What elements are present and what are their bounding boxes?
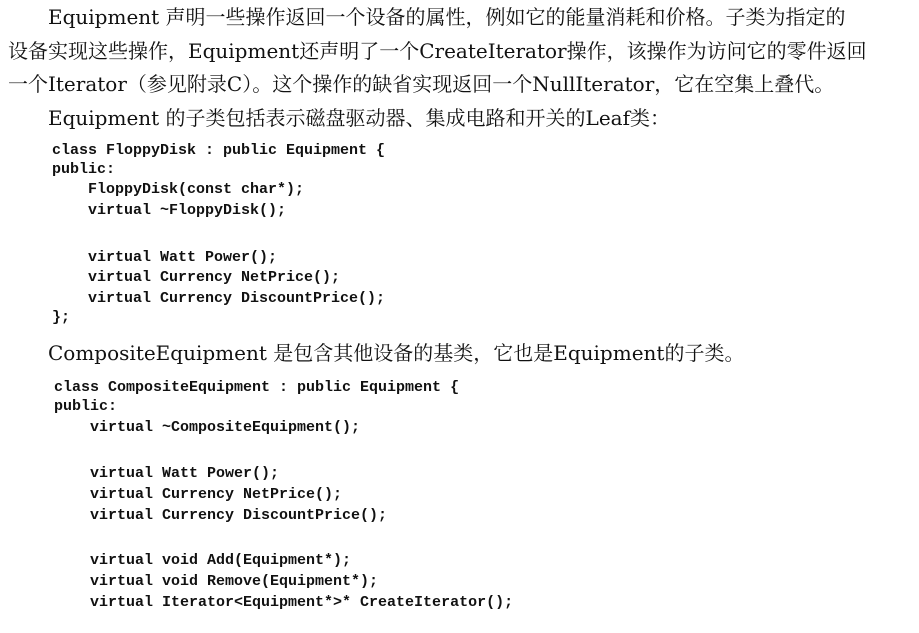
paragraph-line: Equipment 的子类包括表示磁盘驱动器、集成电路和开关的Leaf类： bbox=[48, 106, 671, 130]
code-line: virtual Currency DiscountPrice(); bbox=[54, 507, 388, 524]
paragraph-line: 设备实现这些操作，Equipment还声明了一个CreateIterator操作，该操作为访问它的零件返回 bbox=[8, 39, 867, 63]
code-line: virtual Currency NetPrice(); bbox=[54, 486, 343, 503]
code-block-compositeequipment bbox=[54, 378, 914, 618]
code-line: virtual Currency DiscountPrice(); bbox=[52, 290, 386, 307]
code-line: virtual void Remove(Equipment*); bbox=[54, 573, 379, 590]
code-line: virtual void Add(Equipment*); bbox=[54, 552, 352, 569]
code-line: virtual ~FloppyDisk(); bbox=[52, 202, 287, 219]
code-line: virtual ~CompositeEquipment(); bbox=[54, 419, 361, 436]
code-line: virtual Watt Power(); bbox=[54, 465, 280, 482]
code-line: public: bbox=[54, 398, 118, 415]
code-line: virtual Currency NetPrice(); bbox=[52, 269, 341, 286]
paragraph-line: Equipment 声明一些操作返回一个设备的属性，例如它的能量消耗和价格。子类为指定的 bbox=[48, 5, 846, 29]
code-line: class FloppyDisk : public Equipment { bbox=[52, 142, 386, 159]
code-line: virtual Watt Power(); bbox=[52, 249, 278, 266]
paragraph-line: 一个Iterator（参见附录C）。这个操作的缺省实现返回一个NullIterator，它在空集上叠代。 bbox=[8, 72, 835, 96]
code-line: FloppyDisk(const char*); bbox=[52, 181, 305, 198]
code-block-floppydisk bbox=[52, 141, 912, 331]
paragraph-line: CompositeEquipment 是包含其他设备的基类，它也是Equipment的子类。 bbox=[48, 341, 745, 365]
code-line: public: bbox=[52, 161, 116, 178]
code-line: class CompositeEquipment : public Equipment { bbox=[54, 379, 460, 396]
code-line: virtual Iterator<Equipment*>* CreateIterator(); bbox=[54, 594, 514, 611]
code-line: }; bbox=[52, 309, 71, 326]
